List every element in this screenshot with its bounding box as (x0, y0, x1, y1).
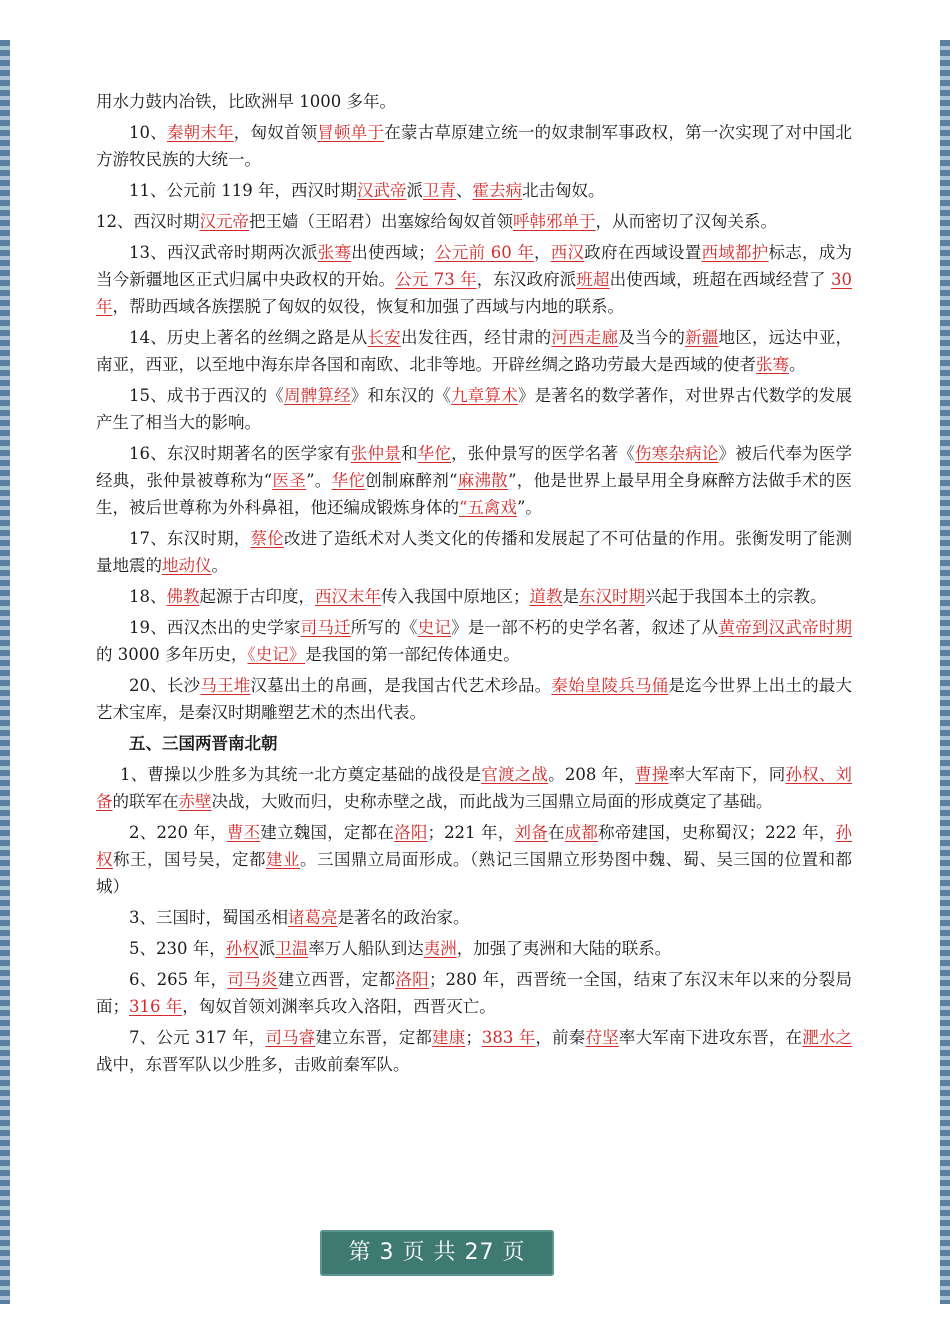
key-term: 九章算术 (451, 386, 518, 405)
key-term: 夷洲 (423, 939, 457, 958)
paragraph-text: 传入我国中原地区； (381, 587, 530, 606)
paragraph-text: 率大军南下进攻东晋，在 (618, 1028, 803, 1047)
paragraph-text: 的联军在 (112, 792, 179, 811)
paragraph (96, 239, 852, 320)
paragraph-text: 的 3000 多年历史， (96, 645, 248, 664)
paragraph-text: 建立西晋，定都 (277, 970, 396, 989)
paragraph-text: 11、公元前 119 年，西汉时期 (129, 181, 357, 200)
key-term: 孙权 (96, 823, 853, 869)
paragraph-text: 率大军南下，同 (668, 765, 786, 784)
paragraph (96, 614, 852, 668)
paragraph-text: 3、三国时，蜀国丞相 (129, 908, 288, 927)
paragraph-text: 是著名的政治家。 (337, 908, 470, 927)
key-term: 刘备 (514, 823, 548, 842)
paragraph-text: ，帮助西域各族摆脱了匈奴的奴役，恢复和加强了西域与内地的联系。 (112, 297, 624, 316)
paragraph-text: 13、西汉武帝时期两次派 (129, 243, 318, 262)
paragraph-text: 建立东晋，定都 (315, 1028, 433, 1047)
key-term: 汉武帝 (356, 181, 407, 200)
paragraph (96, 1024, 852, 1078)
paragraph-text: 出使西域，班超在西域经营了 (609, 270, 832, 289)
paragraph-text: 是我国的第一部纪传体通史。 (305, 645, 520, 664)
paragraph-text: 标志，成为当今新疆地区正式归属中央政权的开始。 (96, 243, 852, 289)
key-term: 呼韩邪单于 (513, 212, 596, 231)
key-term: 张仲景 (350, 444, 401, 463)
paragraph-text: 称王，国号吴，定都 (113, 850, 266, 869)
key-term: 道教 (529, 587, 563, 606)
paragraph-text: 派 (258, 939, 276, 958)
right-decorative-border (940, 40, 950, 1304)
key-term: 地动仪 (162, 556, 212, 575)
key-term: 洛阳 (395, 970, 429, 989)
key-term: 麻沸散 (457, 471, 509, 490)
key-term: 张骞 (756, 355, 789, 374)
paragraph-text: ”，他是世界上最早用全身麻醉方法做手术的医生，被后世尊称为外科鼻祖，他还编成锻炼身体的 (96, 471, 853, 517)
paragraph (96, 761, 852, 815)
key-term: 长安 (367, 328, 401, 347)
paragraph-text: 率万人船队到达 (308, 939, 424, 958)
key-term: 卫温 (275, 939, 309, 958)
paragraph-text: ，张仲景写的医学名著《 (451, 444, 635, 463)
key-term: 河西走廊 (551, 328, 619, 347)
key-term: 伤寒杂病论 (634, 444, 719, 463)
key-term: 司马睿 (265, 1028, 316, 1047)
key-term: 东汉时期 (579, 587, 645, 606)
paragraph-text: 》是一部不朽的史学名著，叙述了从 (451, 618, 719, 637)
key-term: 司马炎 (227, 970, 278, 989)
paragraph-text: 2、220 年， (129, 823, 227, 842)
paragraph-text: 17、东汉时期， (129, 529, 251, 548)
key-term: 建康 (432, 1028, 466, 1047)
paragraph (96, 177, 852, 204)
paragraph-text: ；221 年， (427, 823, 515, 842)
key-term: 冒顿单于 (317, 123, 385, 142)
key-term: 30 年 (96, 270, 853, 316)
key-term: 曹丕 (226, 823, 261, 842)
paragraph-list-three-kingdoms (96, 761, 852, 1078)
paragraph (96, 119, 852, 173)
key-term: 张骞 (317, 243, 352, 262)
section-heading: 五、三国两晋南北朝 (129, 734, 278, 753)
paragraph-text: 12、西汉时期 (96, 212, 200, 231)
key-term: 《史记》 (247, 645, 306, 664)
key-term: 黄帝到汉武帝时期 (718, 618, 853, 637)
paragraph (96, 935, 852, 962)
key-term: 西域都护 (701, 243, 769, 262)
paragraph (96, 208, 852, 235)
paragraph-text: 》被后代奉为医学经典，张仲景被尊称为“ (96, 444, 853, 490)
paragraph-text: 。 (789, 355, 806, 374)
paragraph-text: 汉墓出土的帛画，是我国古代艺术珍品。 (250, 676, 552, 695)
paragraph-text: 及当今的 (618, 328, 686, 347)
key-term: 秦始皇陵兵马俑 (551, 676, 669, 695)
paragraph-text: 6、265 年， (129, 970, 228, 989)
paragraph (96, 904, 852, 931)
paragraph-text: 派 (406, 181, 423, 200)
key-term: 孙权 (225, 939, 259, 958)
key-term: 佛教 (166, 587, 200, 606)
key-term: 卫青 (422, 181, 456, 200)
paragraph-text: 1、曹操以少胜多为其统一北方奠定基础的战役是 (120, 765, 482, 784)
paragraph-text: 是迄今世界上出土的最大艺术宝库，是秦汉时期雕塑艺术的杰出代表。 (96, 676, 853, 722)
paragraph-text: ，加强了夷洲和大陆的联系。 (456, 939, 672, 958)
key-term: 新疆 (685, 328, 719, 347)
paragraph (96, 672, 852, 726)
paragraph-text: 和 (400, 444, 418, 463)
key-term: 成都 (564, 823, 599, 842)
paragraph-text: 19、西汉杰出的史学家 (129, 618, 301, 637)
key-term: 西汉末年 (315, 587, 381, 606)
key-term: 建业 (265, 850, 300, 869)
key-term: 孙权、刘备 (96, 765, 853, 811)
paragraph-text: ， (534, 243, 551, 262)
key-term: “五禽戏 (459, 498, 517, 517)
paragraph-text: 北击匈奴。 (521, 181, 605, 200)
paragraph-text: 建立魏国，定都在 (260, 823, 395, 842)
key-term: 公元前 60 年 (434, 243, 534, 262)
paragraph-text: 16、东汉时期著名的医学家有 (129, 444, 351, 463)
paragraph-text: 用水力鼓内冶铁，比欧洲早 1000 多年。 (96, 92, 396, 111)
paragraph-text: 决战，大败而归，史称赤壁之战，而此战为三国鼎立局面的形成奠定了基础。 (211, 792, 773, 811)
paragraph-text: 10、 (129, 123, 167, 142)
paragraph-text: 7、公元 317 年， (129, 1028, 266, 1047)
key-term: 公元 73 年 (395, 270, 477, 289)
paragraph-text: 。208 年， (548, 765, 636, 784)
paragraph-text: 称帝建国，史称蜀汉；222 年， (598, 823, 836, 842)
paragraph (96, 382, 852, 436)
paragraph-text: 5、230 年， (129, 939, 226, 958)
paragraph (96, 525, 852, 579)
paragraph-text: ；280 年，西晋统一全国，结束了东汉末年以来的分裂局面； (96, 970, 853, 1016)
key-term: 诸葛亮 (288, 908, 338, 927)
paragraph-text: 创制麻醉剂“ (365, 471, 458, 490)
paragraph-text: 14、历史上著名的丝绸之路是从 (129, 328, 368, 347)
key-term: 苻坚 (585, 1028, 619, 1047)
paragraph-text: 、 (455, 181, 473, 200)
left-decorative-border (0, 40, 10, 1304)
key-term: 华佗 (417, 444, 452, 463)
key-term: 秦朝末年 (166, 123, 234, 142)
paragraph (96, 324, 852, 378)
paragraph-text: 所写的《 (350, 618, 418, 637)
key-term: 洛阳 (394, 823, 428, 842)
paragraph-text: 改进了造纸术对人类文化的传播和发展起了不可估量的作用。张衡发明了能测量地震的 (96, 529, 853, 575)
key-term: 官渡之战 (481, 765, 549, 784)
key-term: 383 年 (481, 1028, 536, 1047)
paragraph-text: 把王嫱（王昭君）出塞嫁给匈奴首领 (249, 212, 513, 231)
key-term: 华佗 (331, 471, 366, 490)
paragraph (96, 88, 852, 115)
paragraph-text: 在 (547, 823, 565, 842)
paragraph-text: 20、长沙 (129, 676, 201, 695)
paragraph (96, 819, 852, 900)
paragraph-text: 地区，远达中亚，南亚，西亚，以至地中海东岸各国和南欧、北非等地。开辟丝绸之路功劳最大是西域的使者 (96, 328, 853, 374)
paragraph (96, 440, 852, 521)
key-term: 曹操 (635, 765, 669, 784)
paragraph-text: ，匈奴首领 (233, 123, 318, 142)
key-term: 司马迁 (300, 618, 351, 637)
page-number-badge: 第 3 页 共 27 页 (320, 1230, 554, 1276)
paragraph-text: 出发往西，经甘肃的 (400, 328, 552, 347)
paragraph-text: ，从而密切了汉匈关系。 (595, 212, 777, 231)
paragraph (96, 583, 852, 610)
key-term: 蔡伦 (250, 529, 284, 548)
key-term: 班超 (576, 270, 610, 289)
paragraph-text: 是 (562, 587, 579, 606)
key-term: 周髀算经 (283, 386, 351, 405)
key-term: 316 年 (129, 997, 183, 1016)
document-body (96, 88, 852, 1082)
paragraph-text: 在蒙古草原建立统一的奴隶制军事政权，第一次实现了对中国北方游牧民族的大统一。 (96, 123, 853, 169)
key-term: 汉元帝 (199, 212, 249, 231)
paragraph-text: 出使西域； (351, 243, 435, 262)
paragraph-text: 18、 (129, 587, 167, 606)
paragraph-text: 。三国鼎立局面形成。（熟记三国鼎立形势图中魏、蜀、吴三国的位置和都城） (96, 850, 853, 896)
paragraph-text: 起源于古印度， (199, 587, 315, 606)
paragraph-text: ，东汉政府派 (476, 270, 577, 289)
paragraph-text: ”。 (306, 471, 332, 490)
paragraph-text: 兴起于我国本土的宗教。 (645, 587, 827, 606)
paragraph-list-han (96, 88, 852, 726)
key-term: 霍去病 (472, 181, 522, 200)
paragraph-text: 15、成书于西汉的《 (129, 386, 284, 405)
paragraph-text: ”。 (516, 498, 542, 517)
key-term: 赤壁 (178, 792, 212, 811)
paragraph (96, 966, 852, 1020)
key-term: 医圣 (272, 471, 307, 490)
paragraph-text: 政府在西域设置 (584, 243, 702, 262)
paragraph-text: 》是著名的数学著作，对世界古代数学的发展产生了相当大的影响。 (96, 386, 853, 432)
key-term: 史记 (417, 618, 452, 637)
paragraph-text: 。 (211, 556, 228, 575)
key-term: 西汉 (550, 243, 585, 262)
paragraph-text: ，前秦 (535, 1028, 586, 1047)
paragraph-text: ，匈奴首领刘渊率兵攻入洛阳，西晋灭亡。 (182, 997, 496, 1016)
key-term: 淝水之 (802, 1028, 853, 1047)
paragraph-text: 》和东汉的《 (350, 386, 452, 405)
key-term: 马王堆 (200, 676, 251, 695)
paragraph-text: 战中，东晋军队以少胜多，击败前秦军队。 (96, 1055, 410, 1074)
paragraph-text: ； (465, 1028, 482, 1047)
